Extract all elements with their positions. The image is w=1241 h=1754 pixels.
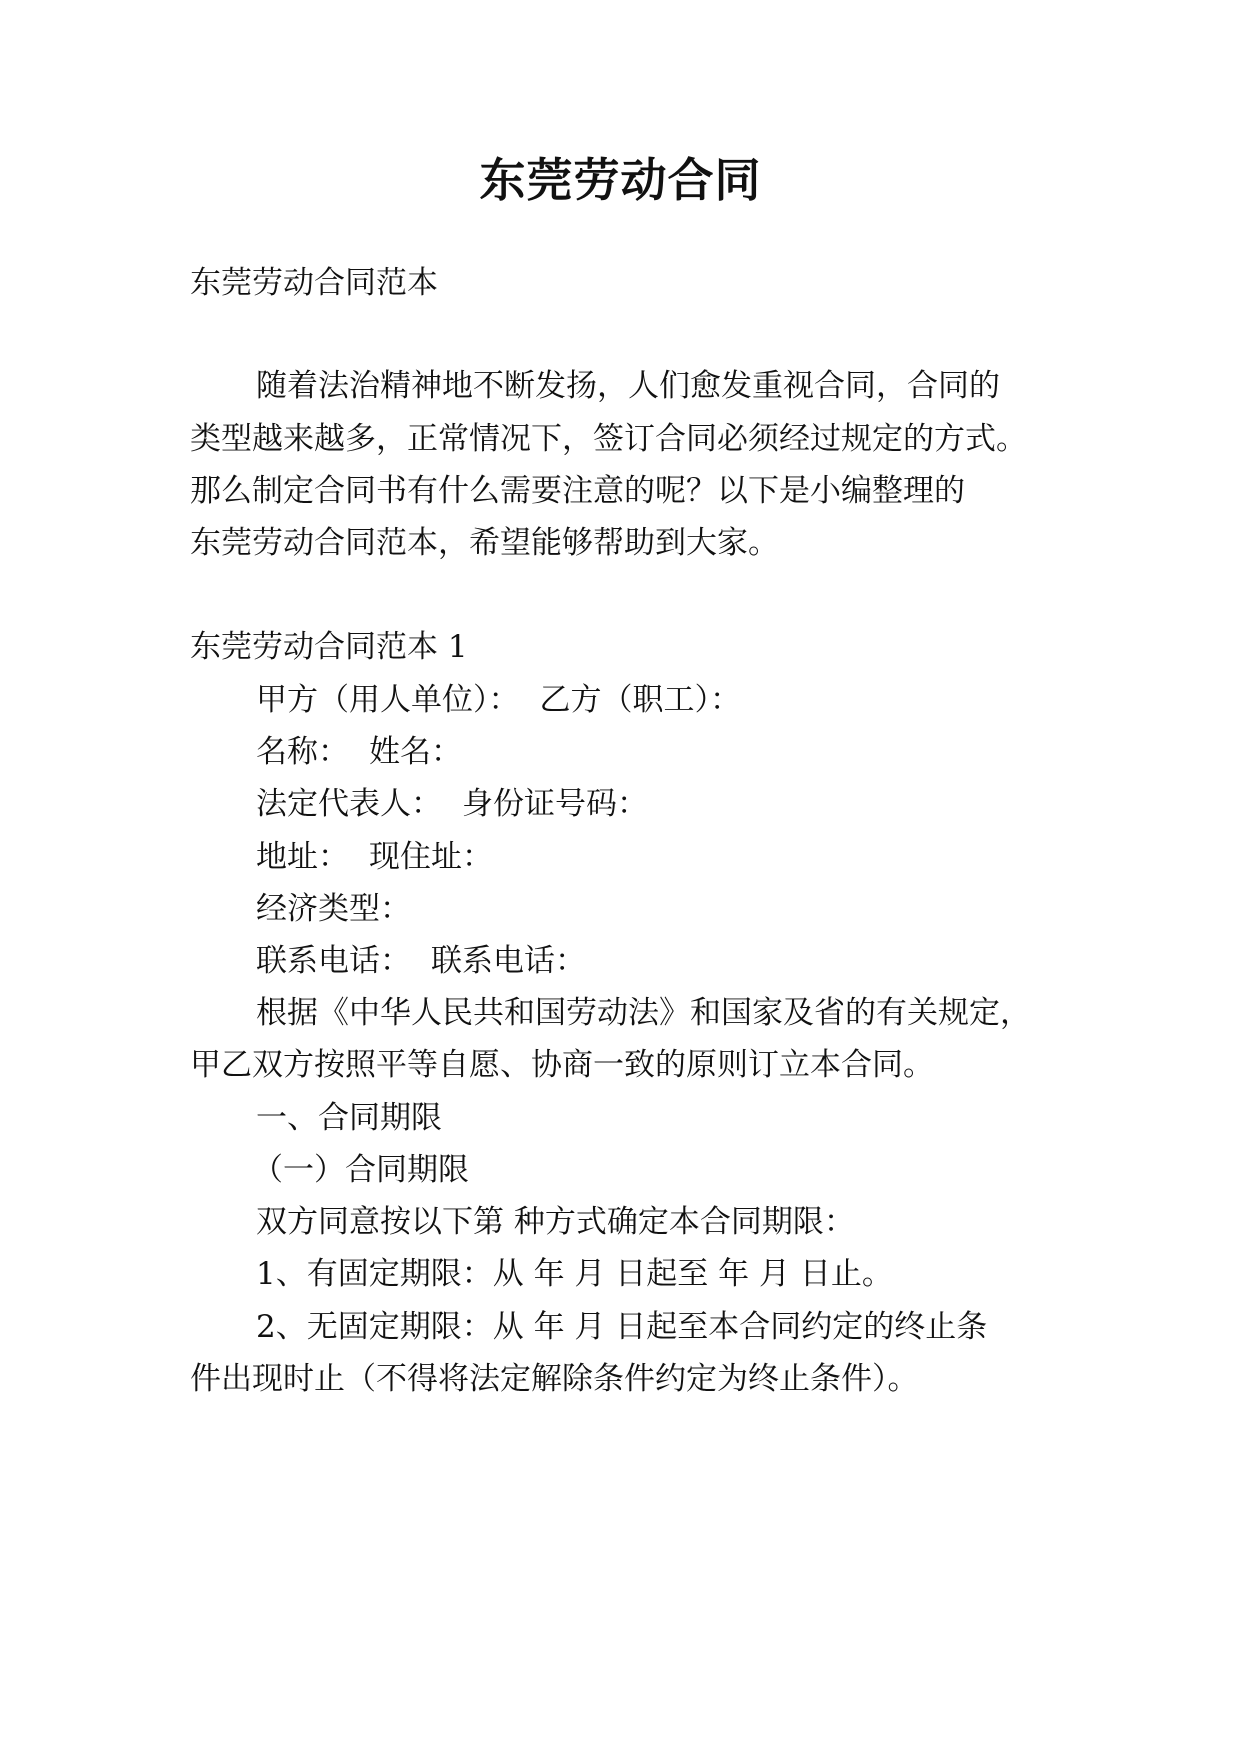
party-b-label: 乙方（职工）： — [539, 682, 741, 718]
name-line — [256, 732, 462, 772]
term-intro: 双方同意按以下第 种方式确定本合同期限： — [256, 1204, 855, 1240]
party-a-label: 甲方（用人单位）： — [256, 682, 520, 718]
phone-a-label: 联系电话： — [256, 943, 411, 979]
legal-rep-line — [256, 784, 648, 824]
clause-subheading: （一）合同期限 — [252, 1152, 469, 1188]
person-name-label: 姓名： — [369, 734, 462, 770]
address-line — [256, 837, 493, 877]
section-heading: 东莞劳动合同范本 1 — [190, 629, 468, 665]
intro-line-2: 类型越来越多，正常情况下，签订合同必须经过规定的方式。 — [190, 421, 1027, 457]
document-title: 东莞劳动合同 — [479, 153, 762, 207]
basis-line-1: 根据《中华人民共和国劳动法》和国家及省的有关规定， — [256, 995, 1031, 1031]
term-open-line-1: 2、无固定期限：从 年 月 日起至本合同约定的终止条 — [256, 1309, 988, 1345]
intro-line-3: 那么制定合同书有什么需要注意的呢？以下是小编整理的 — [190, 473, 965, 509]
legal-rep-label: 法定代表人： — [256, 786, 442, 822]
econ-type-line: 经济类型： — [256, 891, 411, 927]
intro-line-1: 随着法治精神地不断发扬，人们愈发重视合同，合同的 — [256, 368, 1000, 404]
term-fixed: 1、有固定期限：从 年 月 日起至 年 月 日止。 — [256, 1256, 893, 1292]
id-number-label: 身份证号码： — [462, 786, 648, 822]
basis-line-2: 甲乙双方按照平等自愿、协商一致的原则订立本合同。 — [190, 1047, 934, 1083]
phone-b-label: 联系电话： — [431, 943, 586, 979]
term-open-line-2: 件出现时止（不得将法定解除条件约定为终止条件）。 — [190, 1361, 919, 1397]
address-label: 地址： — [256, 839, 349, 875]
name-label: 名称： — [256, 734, 349, 770]
phone-line — [256, 941, 586, 981]
clause-heading: 一、合同期限 — [256, 1100, 442, 1136]
party-line — [256, 680, 741, 720]
document-subtitle: 东莞劳动合同范本 — [190, 265, 438, 301]
current-address-label: 现住址： — [369, 839, 493, 875]
intro-line-4: 东莞劳动合同范本，希望能够帮助到大家。 — [190, 525, 779, 561]
